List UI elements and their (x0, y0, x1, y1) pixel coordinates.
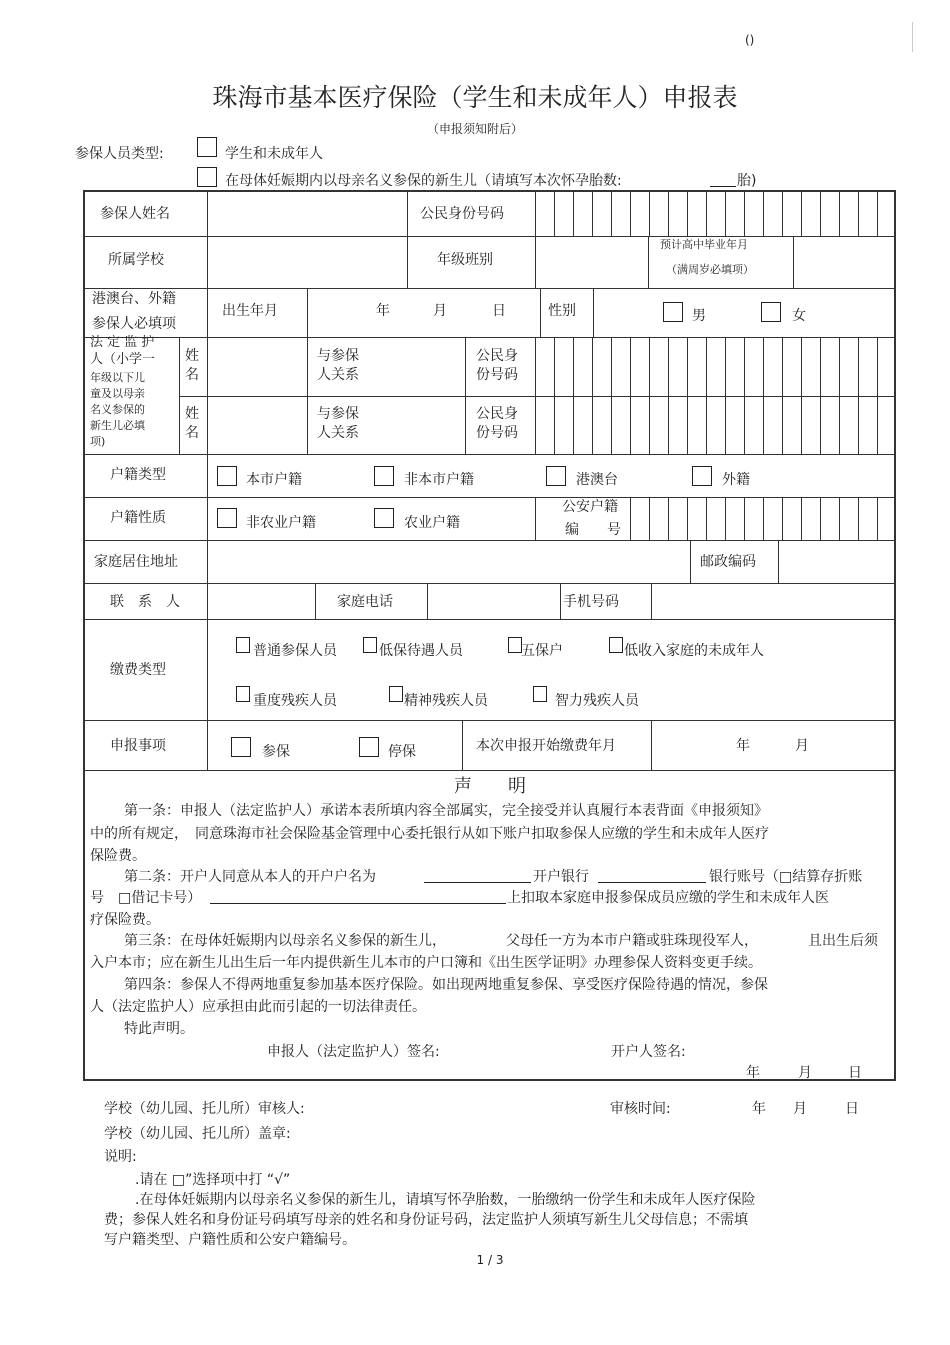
pay-wubao-checkbox[interactable] (508, 637, 522, 653)
hukou-foreign-checkbox[interactable] (692, 466, 712, 486)
address-field[interactable] (292, 541, 682, 581)
hukou-nonlocal-checkbox[interactable] (374, 466, 394, 486)
address-label: 家庭居住地址 (94, 554, 178, 570)
declaration-line: 第二条：开户人同意从本人的开户户名为 (124, 869, 376, 885)
declaration-line: 且出生后须 (808, 933, 878, 949)
review-day-label: 日 (845, 1101, 859, 1117)
hukou-hkmt-label: 港澳台 (576, 472, 618, 488)
pay-type-label: 缴费类型 (110, 662, 166, 678)
insured-id-label: 公民身份号码 (420, 206, 504, 222)
pay-intellectual-disability-label: 智力残疾人员 (555, 693, 639, 709)
guardian-note-5: 新生儿必填 (90, 419, 145, 432)
account-holder-signature-label: 开户人签名: (611, 1044, 686, 1060)
review-month-label: 月 (793, 1101, 807, 1117)
mobile-label: 手机号码 (563, 594, 619, 610)
apply-enroll-checkbox[interactable] (231, 737, 251, 757)
account-number-field[interactable] (210, 903, 506, 904)
type-newborn-label: 在母体妊娠期内以母亲名义参保的新生儿（请填写本次怀孕胎数: (225, 173, 622, 189)
declaration-line: 上扣取本家庭申报参保成员应缴的学生和未成年人医 (507, 890, 829, 906)
declaration-line: 中的所有规定， 同意珠海市社会保险基金管理中心委托银行从如下账户扣取参保人应缴的学生和未成年人医疗 (90, 826, 769, 842)
graduation-note: （满周岁必填项） (666, 263, 754, 276)
guardian1-relation-label-a: 与参保 (317, 348, 359, 364)
sign-month-label: 月 (798, 1065, 812, 1081)
pay-wubao-label: 五保户 (521, 643, 563, 659)
hukou-nonlocal-label: 非本市户籍 (404, 472, 474, 488)
birth-day-label: 日 (492, 303, 506, 319)
guardian1-name-label-b: 名 (185, 367, 199, 383)
gender-female-label: 女 (792, 308, 806, 324)
guardian1-name-label-a: 姓 (185, 348, 199, 364)
type-newborn-checkbox[interactable] (197, 167, 217, 187)
note-1: .请在 □”选择项中打 “√” (135, 1172, 291, 1188)
home-phone-label: 家庭电话 (337, 594, 393, 610)
hukou-hkmt-checkbox[interactable] (546, 466, 566, 486)
apply-item-label: 申报事项 (110, 738, 166, 754)
guardian1-relation-label-b: 人关系 (317, 367, 359, 383)
pay-severe-disability-label: 重度残疾人员 (253, 693, 337, 709)
declaration-line: 第三条：在母体妊娠期内以母亲名义参保的新生儿， (124, 933, 446, 949)
declaration-line: 人（法定监护人）应承担由此而引起的一切法律责任。 (90, 999, 426, 1015)
insured-type-label: 参保人员类型: (75, 146, 164, 162)
school-label: 所属学校 (108, 252, 164, 268)
guardian-note-1: 人（小学一 (90, 352, 156, 367)
gender-male-checkbox[interactable] (663, 302, 683, 322)
start-year-unit: 年 (736, 738, 750, 754)
apply-stop-label: 停保 (388, 744, 416, 760)
guardian1-id-label-a: 公民身 (476, 348, 518, 364)
pay-lowincome-minor-label: 低收入家庭的未成年人 (624, 643, 764, 659)
school-seal-label: 学校（幼儿园、托儿所）盖章: (104, 1126, 291, 1142)
bank-name-field[interactable] (598, 882, 706, 883)
page-number: 1 / 3 (476, 1253, 504, 1267)
apply-stop-checkbox[interactable] (359, 737, 379, 757)
police-number-label-b: 编 号 (565, 522, 621, 538)
school-reviewer-label: 学校（幼儿园、托儿所）审核人: (104, 1101, 305, 1117)
start-month-unit: 月 (795, 738, 809, 754)
birth-month-label: 月 (433, 303, 447, 319)
guardian2-relation-label-a: 与参保 (317, 406, 359, 422)
agri-label: 农业户籍 (404, 515, 460, 531)
note-2c: 写户籍类型、户籍性质和公安户籍编号。 (104, 1232, 356, 1248)
guardian2-name-label-b: 名 (185, 425, 199, 441)
hukou-foreign-label: 外籍 (722, 472, 750, 488)
guardian-note-3: 童及以母亲 (90, 387, 145, 400)
declaration-line: 银行账号（□结算存折账 (709, 869, 863, 885)
review-time-label: 审核时间: (610, 1101, 671, 1117)
guardian2-name-label-a: 姓 (185, 406, 199, 422)
page-edge-mark (912, 22, 913, 52)
gender-female-checkbox[interactable] (761, 302, 781, 322)
pay-lowincome-minor-checkbox[interactable] (609, 637, 623, 653)
notes-label: 说明: (104, 1149, 137, 1165)
guardian2-relation-label-b: 人关系 (317, 425, 359, 441)
hk-foreign-label: 港澳台、外籍 (92, 291, 176, 307)
hukou-local-label: 本市户籍 (246, 472, 302, 488)
postcode-label: 邮政编码 (700, 554, 756, 570)
guardian-note-4: 名义参保的 (90, 403, 145, 416)
pay-regular-checkbox[interactable] (236, 637, 250, 653)
apply-enroll-label: 参保 (262, 744, 290, 760)
declaration-line: 特此声明。 (124, 1021, 194, 1037)
declaration-line: 疗保险费。 (90, 912, 160, 928)
pay-lowincome-benefit-checkbox[interactable] (363, 637, 377, 653)
declaration-line: 开户银行 (533, 869, 589, 885)
sign-day-label: 日 (848, 1065, 862, 1081)
note-2a: .在母体妊娠期内以母亲名义参保的新生儿，请填写怀孕胎数，一胎缴纳一份学生和未成年人医疗保险 (135, 1192, 756, 1208)
hukou-local-checkbox[interactable] (217, 466, 237, 486)
guardian2-id-label-a: 公民身 (476, 406, 518, 422)
guardian2-id-label-b: 份号码 (476, 425, 518, 441)
pay-mental-disability-checkbox[interactable] (389, 686, 403, 702)
corner-mark: () (745, 33, 755, 47)
hk-foreign-required: 参保人必填项 (92, 316, 176, 332)
review-year-label: 年 (752, 1101, 766, 1117)
declaration-line: 第一条：申报人（法定监护人）承诺本表所填内容全部属实，完全接受并认真履行本表背面《申报须知》 (124, 803, 768, 819)
graduation-label: 预计高中毕业年月 (660, 238, 748, 251)
account-name-field[interactable] (424, 882, 531, 883)
guardian-note-2: 年级以下儿 (90, 371, 145, 384)
declaration-line: 入户本市；应在新生儿出生后一年内提供新生儿本市的户口簿和《出生医学证明》办理参保人资料变更手续。 (90, 955, 762, 971)
non-agri-checkbox[interactable] (217, 508, 237, 528)
pay-severe-disability-checkbox[interactable] (236, 686, 250, 702)
type-student-label: 学生和未成年人 (225, 146, 323, 162)
start-month-label: 本次申报开始缴费年月 (476, 738, 616, 754)
insured-name-label: 参保人姓名 (100, 206, 170, 222)
agri-checkbox[interactable] (374, 508, 394, 528)
applicant-signature-label: 申报人（法定监护人）签名: (267, 1044, 440, 1060)
declaration-line: 保险费。 (90, 848, 146, 864)
pay-lowincome-benefit-label: 低保待遇人员 (379, 643, 463, 659)
guardian1-id-label-b: 份号码 (476, 367, 518, 383)
hukou-nature-label: 户籍性质 (110, 510, 166, 526)
declaration-line: 第四条：参保人不得两地重复参加基本医疗保险。如出现两地重复参保、享受医疗保险待遇的情况，参保 (124, 977, 768, 993)
non-agri-label: 非农业户籍 (246, 515, 316, 531)
fetus-count-field[interactable] (710, 186, 736, 187)
grade-class-label: 年级班别 (437, 252, 493, 268)
police-number-label-a: 公安户籍 (562, 499, 618, 515)
type-student-checkbox[interactable] (197, 137, 217, 157)
pay-mental-disability-label: 精神残疾人员 (404, 693, 488, 709)
guardian-title: 法 定 监 护 (90, 335, 155, 350)
birth-label: 出生年月 (222, 303, 278, 319)
birth-year-label: 年 (376, 303, 390, 319)
form-subtitle: （申报须知附后） (426, 122, 523, 136)
gender-label: 性别 (548, 303, 576, 319)
declaration-heading: 声 明 (454, 776, 526, 797)
fetus-unit: 胎) (737, 173, 757, 189)
gender-male-label: 男 (692, 308, 706, 324)
pay-intellectual-disability-checkbox[interactable] (533, 686, 547, 702)
insured-name-field[interactable] (292, 198, 404, 232)
declaration-line: 号 □借记卡号） (90, 890, 202, 906)
note-2b: 费；参保人姓名和身份证号码填写母亲的姓名和身份证号码，法定监护人须填写新生儿父母信息；不需填 (104, 1212, 748, 1228)
declaration-line: 父母任一方为本市户籍或驻珠现役军人， (506, 933, 758, 949)
sign-year-label: 年 (746, 1065, 760, 1081)
form-title: 珠海市基本医疗保险（学生和未成年人）申报表 (212, 83, 738, 112)
guardian-note-6: 项) (90, 435, 106, 448)
pay-regular-label: 普通参保人员 (253, 643, 337, 659)
contact-label: 联 系 人 (110, 594, 180, 610)
hukou-type-label: 户籍类型 (110, 467, 166, 483)
